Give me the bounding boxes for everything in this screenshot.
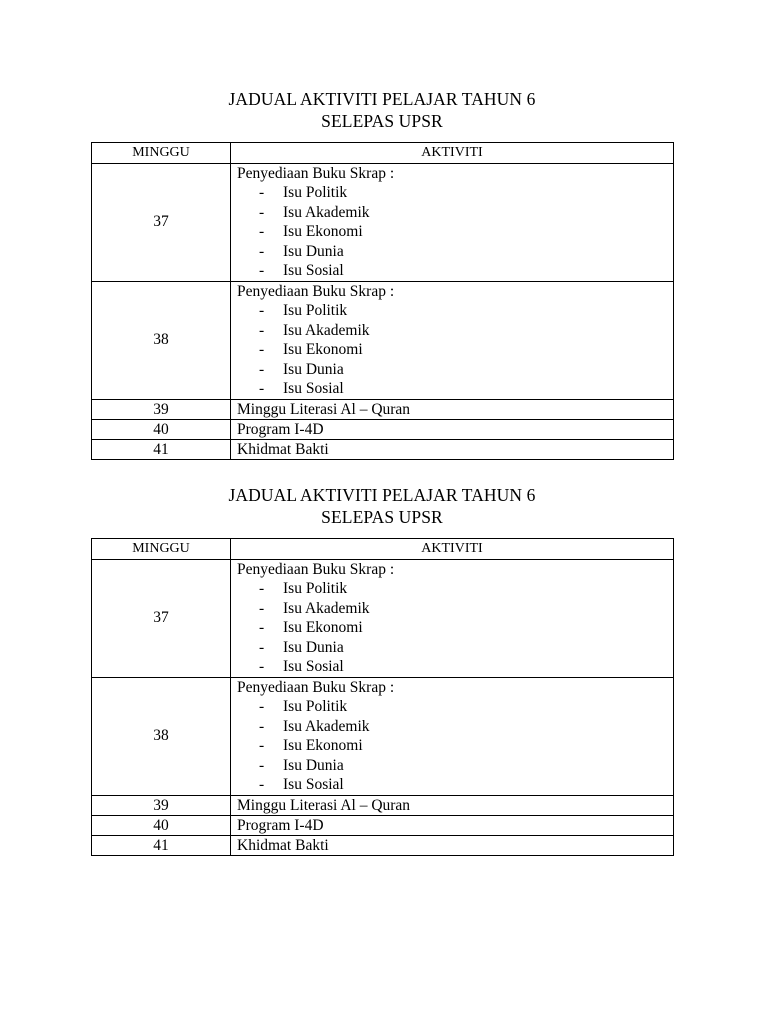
list-item: [237, 775, 673, 795]
list-item-text: Isu Sosial: [283, 658, 344, 676]
activity-cell: [231, 281, 674, 399]
list-item: [237, 360, 673, 380]
schedule-table: [91, 538, 674, 856]
bullet-dash: -: [259, 203, 265, 221]
list-item-text: Isu Dunia: [283, 638, 344, 656]
bullet-dash: -: [259, 599, 265, 617]
table-row: [92, 164, 674, 282]
bullet-dash: -: [259, 262, 265, 280]
table-row: [92, 835, 674, 855]
list-item-text: Isu Sosial: [283, 380, 344, 398]
list-item: [237, 203, 673, 223]
list-item: [237, 599, 673, 619]
bullet-dash: -: [259, 580, 265, 597]
list-item-text: Isu Politik: [283, 697, 348, 715]
week-cell: 37: [92, 164, 231, 282]
list-item: [237, 183, 673, 203]
table-row: [92, 399, 674, 419]
week-cell: 40: [92, 815, 231, 835]
table-header-row: [92, 143, 674, 164]
list-item-text: Isu Akademik: [283, 321, 370, 339]
list-item-text: Isu Ekonomi: [283, 223, 363, 241]
activity-cell: Minggu Literasi Al – Quran: [231, 399, 674, 419]
table-row: [92, 677, 674, 795]
table-row: [92, 815, 674, 835]
list-item: [237, 222, 673, 242]
schedule-section-2: [91, 484, 673, 856]
list-item: [237, 717, 673, 737]
bullet-dash: -: [259, 776, 265, 794]
activity-title: Penyediaan Buku Skrap :: [237, 561, 395, 578]
activity-title: Penyediaan Buku Skrap :: [237, 282, 395, 300]
schedule-subtitle: SELEPAS UPSR: [321, 507, 443, 527]
list-item-text: Isu Akademik: [283, 203, 370, 221]
activity-cell: [231, 164, 674, 282]
activity-cell: [231, 560, 674, 678]
list-item: [237, 638, 673, 658]
list-item-text: Isu Ekonomi: [283, 341, 363, 359]
activity-cell: Program I-4D: [231, 815, 674, 835]
bullet-dash: -: [259, 697, 265, 715]
table-row: [92, 795, 674, 815]
activity-list: [237, 579, 673, 677]
list-item-text: Isu Akademik: [283, 599, 370, 617]
list-item-text: Isu Sosial: [283, 262, 344, 280]
table-row: [92, 560, 674, 678]
table-row: [92, 419, 674, 439]
bullet-dash: -: [259, 341, 265, 359]
bullet-dash: -: [259, 658, 265, 676]
list-item: [237, 736, 673, 756]
bullet-dash: -: [259, 360, 265, 378]
list-item-text: Isu Sosial: [283, 776, 344, 794]
week-cell: 38: [92, 677, 231, 795]
table-header-row: [92, 539, 674, 560]
activity-list: [237, 183, 673, 281]
header-minggu: MINGGU: [92, 539, 231, 560]
bullet-dash: -: [259, 638, 265, 656]
table-row: [92, 281, 674, 399]
week-cell: 39: [92, 795, 231, 815]
header-minggu: MINGGU: [92, 143, 231, 164]
bullet-dash: -: [259, 321, 265, 339]
bullet-dash: -: [259, 242, 265, 260]
list-item: [237, 340, 673, 360]
list-item-text: Isu Politik: [283, 184, 348, 201]
week-cell: 39: [92, 399, 231, 419]
list-item: [237, 697, 673, 717]
bullet-dash: -: [259, 380, 265, 398]
list-item-text: Isu Dunia: [283, 756, 344, 774]
schedule-title: JADUAL AKTIVITI PELAJAR TAHUN 6: [228, 89, 536, 109]
bullet-dash: -: [259, 301, 265, 319]
list-item: [237, 242, 673, 262]
bullet-dash: -: [259, 717, 265, 735]
bullet-dash: -: [259, 223, 265, 241]
list-item: [237, 618, 673, 638]
schedule-title-block: [91, 88, 673, 142]
list-item-text: Isu Dunia: [283, 360, 344, 378]
activity-cell: Minggu Literasi Al – Quran: [231, 795, 674, 815]
schedule-table: [91, 142, 674, 460]
table-row: [92, 439, 674, 459]
activity-list: [237, 697, 673, 795]
list-item: [237, 379, 673, 399]
list-item-text: Isu Akademik: [283, 717, 370, 735]
list-item: [237, 579, 673, 599]
list-item: [237, 756, 673, 776]
week-cell: 37: [92, 560, 231, 678]
activity-cell: [231, 677, 674, 795]
bullet-dash: -: [259, 184, 265, 201]
activity-cell: Khidmat Bakti: [231, 439, 674, 459]
schedule-title: JADUAL AKTIVITI PELAJAR TAHUN 6: [228, 485, 536, 505]
week-cell: 41: [92, 439, 231, 459]
week-cell: 41: [92, 835, 231, 855]
activity-cell: Khidmat Bakti: [231, 835, 674, 855]
bullet-dash: -: [259, 619, 265, 637]
header-aktiviti: AKTIVITI: [231, 539, 674, 560]
week-cell: 38: [92, 281, 231, 399]
activity-list: [237, 301, 673, 399]
list-item: [237, 261, 673, 281]
list-item-text: Isu Politik: [283, 580, 348, 597]
list-item-text: Isu Politik: [283, 301, 348, 319]
bullet-dash: -: [259, 737, 265, 755]
header-aktiviti: AKTIVITI: [231, 143, 674, 164]
activity-cell: Program I-4D: [231, 419, 674, 439]
week-cell: 40: [92, 419, 231, 439]
schedule-section-1: [91, 88, 673, 460]
activity-title: Penyediaan Buku Skrap :: [237, 165, 395, 182]
list-item-text: Isu Ekonomi: [283, 737, 363, 755]
schedule-title-block: [91, 484, 673, 538]
list-item: [237, 657, 673, 677]
activity-title: Penyediaan Buku Skrap :: [237, 678, 395, 696]
list-item: [237, 321, 673, 341]
list-item-text: Isu Dunia: [283, 242, 344, 260]
list-item-text: Isu Ekonomi: [283, 619, 363, 637]
list-item: [237, 301, 673, 321]
bullet-dash: -: [259, 756, 265, 774]
schedule-subtitle: SELEPAS UPSR: [321, 111, 443, 131]
